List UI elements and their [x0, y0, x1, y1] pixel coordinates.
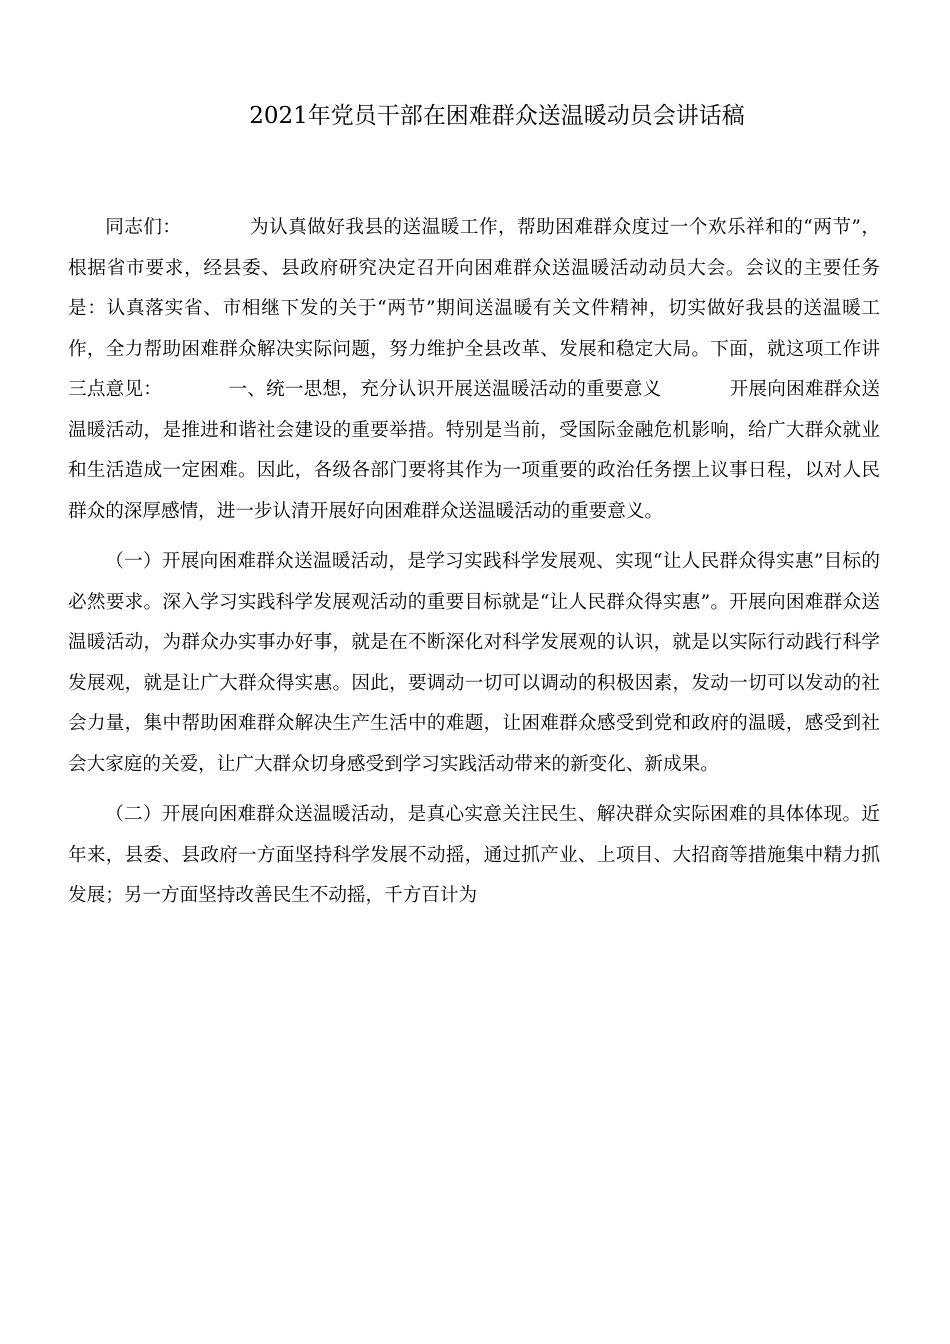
paragraph-1-text-a: 为认真做好我县的送温暖工作，帮助困难群众度过一个欢乐祥和的“两节”，根据省市要求，经县委、县政府研究决定召开向困难群众送温暖活动动员大会。会议的主要任务是：认真落实省、市相继下发的关于“两节”期间送温暖有关文件精神，切实做好我县的送温暖工作，全力帮助困难群众解决实际问题，努力维护全县改革、发展和稳定大局。下面，就这项工作讲三点意见： — [68, 217, 880, 400]
document-body — [68, 208, 880, 917]
paragraph-2: （一）开展向困难群众送温暖活动，是学习实践科学发展观、实现“让人民群众得实惠”目标的必然要求。深入学习实践科学发展观活动的重要目标就是“让人民群众得实惠”。开展向困难群众送温暖活动，为群众办实事办好事，就是在不断深化对科学发展观的认识，就是以实际行动践行科学发展观，就是让广大群众得实惠。因此，要调动一切可以调动的积极因素，发动一切可以发动的社会力量，集中帮助困难群众解决生产生活中的难题，让困难群众感受到党和政府的温暖，感受到社会大家庭的关爱，让广大群众切身感受到学习实践活动带来的新变化、新成果。 — [68, 551, 880, 775]
paragraph-3: （二）开展向困难群众送温暖活动，是真心实意关注民生、解决群众实际困难的具体体现。近年来，县委、县政府一方面坚持科学发展不动摇，通过抓产业、上项目、大招商等措施集中精力抓发展；另一方面坚持改善民生不动摇，千方百计为 — [68, 804, 880, 906]
salutation: 同志们： — [105, 217, 182, 238]
paragraph-1 — [68, 208, 880, 532]
section-heading-1: 一、统一思想，充分认识开展送温暖活动的重要意义 — [228, 379, 662, 400]
paragraph-1-text-c: 开展向困难群众送温暖活动，是推进和谐社会建设的重要举措。特别是当前，受国际金融危机影响，给广大群众就业和生活造成一定困难。因此，各级各部门要将其作为一项重要的政治任务摆上议事日程，以对人民群众的深厚感情，进一步认清开展好向困难群众送温暖活动的重要意义。 — [68, 379, 880, 522]
document-title: 2021年党员干部在困难群众送温暖动员会讲话稿 — [249, 103, 745, 129]
